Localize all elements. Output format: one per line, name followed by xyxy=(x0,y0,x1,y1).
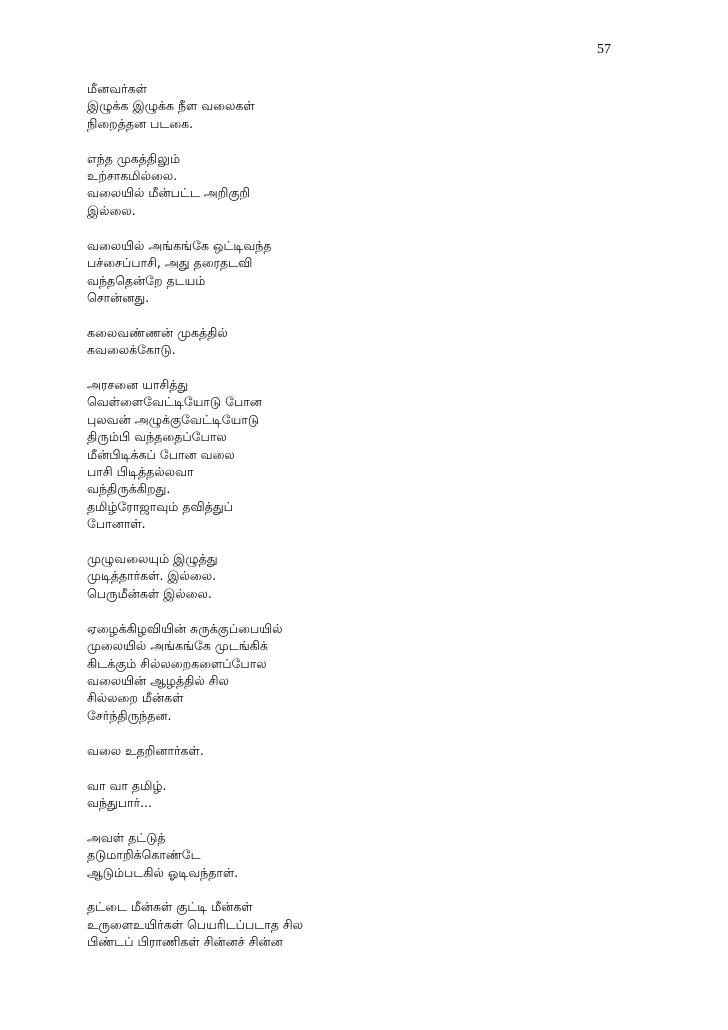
poem-line: அரசனை யாசித்து xyxy=(87,377,189,393)
poem-line: அவள் தட்டுத் xyxy=(87,829,166,845)
stanza xyxy=(87,324,687,359)
poem-line: தமிழ்ரோஜாவும் தவித்துப் xyxy=(87,498,233,514)
stanza xyxy=(87,376,687,533)
poem-line: புலவன் அழுக்குவேட்டியோடு xyxy=(87,411,260,427)
poem-line: பெருமீன்கள் இல்லை. xyxy=(87,585,212,601)
poem-line: திரும்பி வந்ததைப்போல xyxy=(87,429,227,445)
poem-line: பச்சைப்பாசி, அது தரைதடவி xyxy=(87,255,253,271)
poem-line: ஆடும்படகில் ஓடிவந்தாள். xyxy=(87,864,239,880)
poem-line: சேர்ந்திருந்தன. xyxy=(87,707,172,723)
stanza xyxy=(87,620,687,724)
poem-line: பிண்டப் பிராணிகள் சின்னச் சின்ன xyxy=(87,934,283,950)
page-number: 57 xyxy=(597,42,611,57)
stanza xyxy=(87,742,687,759)
poem-line: வலை உதறினார்கள். xyxy=(87,742,204,758)
poem-line: உற்சாகமில்லை. xyxy=(87,168,178,184)
poem-line: சொன்னது. xyxy=(87,289,150,305)
poem-line: பாசி பிடித்தல்லவா xyxy=(87,464,194,480)
poem-line: இல்லை. xyxy=(87,202,136,218)
poem-line: மீனவர்கள் xyxy=(87,81,147,96)
poem-line: மீன்பிடிக்கப் போன வலை xyxy=(87,446,235,462)
poem-line: எந்த முகத்திலும் xyxy=(87,150,181,166)
poem-line: கிடக்கும் சில்லறைகளைப்போல xyxy=(87,655,267,671)
poem-line: வெள்ளைவேட்டியோடு போன xyxy=(87,394,262,410)
poem-line: தட்டை மீன்கள் குட்டி மீன்கள் xyxy=(87,899,253,915)
poem-line: கலைவண்ணன் முகத்தில் xyxy=(87,324,228,340)
poem-line: தடுமாறிக்கொண்டே xyxy=(87,847,201,863)
poem-line: முலையில் அங்கங்கே முடங்கிக் xyxy=(87,638,268,654)
poem-body xyxy=(87,80,687,968)
poem-line: முடித்தார்கள். இல்லை. xyxy=(87,568,217,584)
stanza xyxy=(87,777,687,812)
stanza xyxy=(87,550,687,602)
poem-line: உருளைஉயிர்கள் பெயரிடப்படாத சில xyxy=(87,916,304,932)
poem-line: வலையின் ஆழத்தில் சில xyxy=(87,672,229,688)
stanza xyxy=(87,898,687,950)
poem-line: முழுவலையும் இழுத்து xyxy=(87,551,218,567)
poem-line: வந்ததென்றே தடயம் xyxy=(87,272,206,288)
poem-line: கவலைக்கோடு. xyxy=(87,342,176,358)
poem-line: வா வா தமிழ். xyxy=(87,777,167,793)
poem-line: இழுக்க இழுக்க நீள வலைகள் xyxy=(87,98,255,114)
poem-line: போனாள். xyxy=(87,516,146,532)
poem-line: வலையில் மீன்பட்ட அறிகுறி xyxy=(87,185,251,201)
stanza xyxy=(87,150,687,220)
poem-line: ஏழைக்கிழவியின் சுருக்குப்பையில் xyxy=(87,620,283,636)
stanza xyxy=(87,237,687,307)
stanza xyxy=(87,80,687,132)
poem-line: சில்லறை மீன்கள் xyxy=(87,690,184,706)
stanza xyxy=(87,829,687,881)
poem-line: வலையில் அங்கங்கே ஒட்டிவந்த xyxy=(87,237,272,253)
poem-line: வந்துபார்... xyxy=(87,794,153,810)
poem-line: நிறைத்தன படகை. xyxy=(87,115,194,131)
poem-line: வந்திருக்கிறது. xyxy=(87,481,171,497)
